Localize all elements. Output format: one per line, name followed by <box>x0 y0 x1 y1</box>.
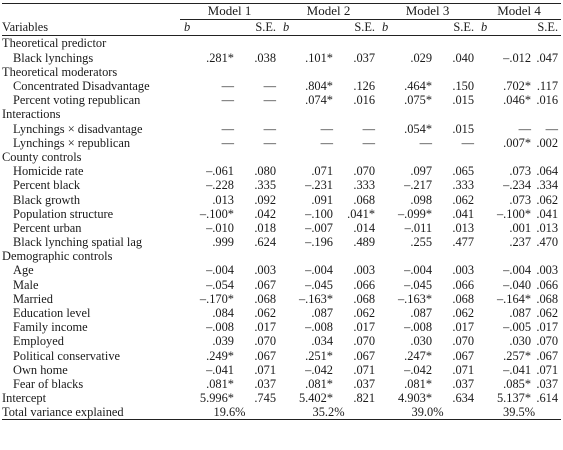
standard-error-cell: .068 <box>353 291 376 306</box>
section-heading: County controls <box>2 149 82 164</box>
coefficient-cell: .013 <box>212 192 234 207</box>
coefficient-cell: .085* <box>503 376 532 391</box>
standard-error-cell: .334 <box>536 178 559 193</box>
section-filler <box>180 65 561 79</box>
coefficient-cell: .034 <box>311 334 334 349</box>
variable-label: Male <box>13 277 39 292</box>
coefficient-cell: .255 <box>410 235 433 250</box>
coefficient-cell: –.163* <box>298 291 334 306</box>
section-heading: Demographic controls <box>2 249 113 264</box>
standard-error-cell: .037 <box>254 376 277 391</box>
coefficient-cell: –.100 <box>305 206 334 221</box>
se-header: S.E. <box>336 20 378 36</box>
coefficient-cell: .702* <box>503 79 532 94</box>
table-row <box>2 51 561 65</box>
total-variance-label: Total variance explained <box>2 405 180 420</box>
coefficient-cell: .097 <box>410 164 433 179</box>
standard-error-cell: .015 <box>452 121 475 136</box>
standard-error-cell: .335 <box>254 178 277 193</box>
variable-label: Employed <box>13 334 64 349</box>
coefficient-cell: .029 <box>410 50 433 65</box>
coefficient-cell: –.008 <box>404 320 433 335</box>
coefficient-cell: –.099* <box>397 206 433 221</box>
table-row <box>2 349 561 363</box>
coefficient-cell: .046* <box>503 93 532 108</box>
coefficient-cell: .073 <box>509 192 532 207</box>
standard-error-cell: — <box>362 135 376 150</box>
coefficient-cell: –.042 <box>305 362 334 377</box>
standard-error-cell: .037 <box>353 50 376 65</box>
section-heading-row <box>2 107 561 121</box>
coefficient-cell: — <box>518 121 532 136</box>
standard-error-cell: .013 <box>452 220 475 235</box>
coefficient-cell: –.100* <box>199 206 234 221</box>
standard-error-cell: .065 <box>452 164 475 179</box>
standard-error-cell: .333 <box>353 178 376 193</box>
standard-error-cell: .117 <box>536 79 559 94</box>
table-row <box>2 192 561 206</box>
coefficient-cell: .087 <box>410 306 433 321</box>
standard-error-cell: .070 <box>353 164 376 179</box>
standard-error-cell: .070 <box>452 334 475 349</box>
coefficient-cell: –.040 <box>503 277 532 292</box>
coefficient-cell: –.045 <box>404 277 433 292</box>
variance-explained-cell: 19.6% <box>180 405 279 420</box>
standard-error-cell: .013 <box>536 220 559 235</box>
variable-label: Education level <box>13 306 91 321</box>
se-header: S.E. <box>435 20 477 36</box>
standard-error-cell: .003 <box>254 263 277 278</box>
se-header: S.E. <box>237 20 279 36</box>
standard-error-cell: .062 <box>536 306 559 321</box>
section-heading: Theoretical moderators <box>2 64 118 79</box>
standard-error-cell: .070 <box>536 334 559 349</box>
coefficient-cell: 5.137* <box>496 391 532 406</box>
standard-error-cell: .002 <box>536 135 559 150</box>
standard-error-cell: .067 <box>353 348 376 363</box>
standard-error-cell: .092 <box>254 192 277 207</box>
standard-error-cell: .071 <box>452 362 475 377</box>
variable-label: Black lynchings <box>13 50 94 65</box>
standard-error-cell: .016 <box>536 93 559 108</box>
table-row <box>2 391 561 405</box>
standard-error-cell: .042 <box>254 206 277 221</box>
coefficient-cell: –.041 <box>206 362 234 377</box>
coefficient-cell: –.004 <box>503 263 532 278</box>
b-header: b <box>378 20 435 36</box>
standard-error-cell: .041* <box>347 206 376 221</box>
standard-error-cell: — <box>461 135 475 150</box>
variable-label: Percent black <box>13 178 81 193</box>
standard-error-cell: .041 <box>536 206 559 221</box>
standard-error-cell: .068 <box>452 291 475 306</box>
standard-error-cell: .062 <box>254 306 277 321</box>
coefficient-cell: –.061 <box>206 164 234 179</box>
model-4-header: Model 4 <box>477 4 561 20</box>
standard-error-cell: — <box>545 121 559 136</box>
coefficient-cell: .464* <box>404 79 433 94</box>
coefficient-cell: — <box>419 135 433 150</box>
standard-error-cell: .068 <box>536 291 559 306</box>
coefficient-cell: –.228 <box>206 178 234 193</box>
coefficient-cell: –.234 <box>503 178 532 193</box>
variable-label: Own home <box>13 362 68 377</box>
section-heading: Theoretical predictor <box>2 36 107 51</box>
coefficient-cell: –.054 <box>206 277 234 292</box>
variance-explained-cell: 39.0% <box>378 405 477 420</box>
table-row <box>2 278 561 292</box>
coefficient-cell: — <box>221 135 234 150</box>
coefficient-cell: 5.402* <box>298 391 334 406</box>
standard-error-cell: .067 <box>536 348 559 363</box>
standard-error-cell: .071 <box>254 362 277 377</box>
standard-error-cell: .003 <box>452 263 475 278</box>
table-row <box>2 164 561 178</box>
coefficient-cell: –.042 <box>404 362 433 377</box>
coefficient-cell: .101* <box>305 50 334 65</box>
table-row <box>2 93 561 107</box>
standard-error-cell: .003 <box>353 263 376 278</box>
coefficient-cell: –.170* <box>199 291 234 306</box>
standard-error-cell: .333 <box>452 178 475 193</box>
model-1-header: Model 1 <box>180 4 279 20</box>
coefficient-cell: .039 <box>212 334 234 349</box>
coefficient-cell: –.007 <box>305 220 334 235</box>
variable-label: Lynchings × republican <box>13 135 131 150</box>
coefficient-cell: 5.996* <box>199 391 234 406</box>
standard-error-cell: — <box>263 121 277 136</box>
variable-label: Age <box>13 263 34 278</box>
standard-error-cell: — <box>362 121 376 136</box>
variable-label: Concentrated Disadvantage <box>13 79 150 94</box>
coefficient-cell: .030 <box>509 334 532 349</box>
column-header-row <box>2 20 561 36</box>
table-row <box>2 178 561 192</box>
section-heading-row <box>2 249 561 263</box>
section-heading: Interactions <box>2 107 61 122</box>
standard-error-cell: .062 <box>452 192 475 207</box>
standard-error-cell: .070 <box>353 334 376 349</box>
variable-label: Black lynching spatial lag <box>13 235 143 250</box>
coefficient-cell: –.005 <box>503 320 532 335</box>
table-row <box>2 363 561 377</box>
standard-error-cell: .066 <box>353 277 376 292</box>
coefficient-cell: –.004 <box>206 263 234 278</box>
standard-error-cell: .016 <box>353 93 376 108</box>
coefficient-cell: –.231 <box>305 178 334 193</box>
table-row <box>2 79 561 93</box>
variance-explained-cell: 35.2% <box>279 405 378 420</box>
coefficient-cell: .087 <box>509 306 532 321</box>
coefficient-cell: .249* <box>206 348 234 363</box>
standard-error-cell: .477 <box>452 235 475 250</box>
standard-error-cell: .037 <box>353 376 376 391</box>
standard-error-cell: .066 <box>452 277 475 292</box>
coefficient-cell: — <box>320 135 334 150</box>
table-row <box>2 235 561 249</box>
header-blank <box>2 4 180 20</box>
coefficient-cell: –.045 <box>305 277 334 292</box>
standard-error-cell: .038 <box>254 50 277 65</box>
standard-error-cell: .062 <box>452 306 475 321</box>
coefficient-cell: .999 <box>212 235 234 250</box>
coefficient-cell: .054* <box>404 121 433 136</box>
section-heading-row <box>2 36 561 51</box>
standard-error-cell: .821 <box>353 391 376 406</box>
section-heading-row <box>2 150 561 164</box>
standard-error-cell: .470 <box>536 235 559 250</box>
standard-error-cell: .066 <box>536 277 559 292</box>
standard-error-cell: .614 <box>536 391 559 406</box>
standard-error-cell: .070 <box>254 334 277 349</box>
table-body <box>2 36 561 420</box>
coefficient-cell: –.041 <box>503 362 532 377</box>
section-filler <box>180 107 561 121</box>
coefficient-cell: — <box>221 93 234 108</box>
standard-error-cell: .634 <box>452 391 475 406</box>
standard-error-cell: .489 <box>353 235 376 250</box>
coefficient-cell: –.164* <box>496 291 532 306</box>
coefficient-cell: .074* <box>305 93 334 108</box>
variable-label: Lynchings × disadvantage <box>13 121 143 136</box>
standard-error-cell: .014 <box>353 220 376 235</box>
coefficient-cell: .281* <box>206 50 234 65</box>
standard-error-cell: .047 <box>536 50 559 65</box>
table-row <box>2 136 561 150</box>
b-header: b <box>180 20 237 36</box>
coefficient-cell: — <box>320 121 334 136</box>
variable-label: Homicide rate <box>13 164 84 179</box>
standard-error-cell: .745 <box>254 391 277 406</box>
standard-error-cell: .018 <box>254 220 277 235</box>
standard-error-cell: .040 <box>452 50 475 65</box>
coefficient-cell: –.196 <box>305 235 334 250</box>
variable-label: Family income <box>13 320 88 335</box>
coefficient-cell: –.011 <box>404 220 433 235</box>
coefficient-cell: 4.903* <box>397 391 433 406</box>
table-row <box>2 306 561 320</box>
standard-error-cell: .068 <box>353 192 376 207</box>
coefficient-cell: –.004 <box>404 263 433 278</box>
coefficient-cell: –.004 <box>305 263 334 278</box>
table-row <box>2 320 561 334</box>
variable-label: Fear of blacks <box>13 376 84 391</box>
table-row <box>2 377 561 391</box>
coefficient-cell: –.008 <box>206 320 234 335</box>
table-row <box>2 207 561 221</box>
coefficient-cell: –.008 <box>305 320 334 335</box>
standard-error-cell: .017 <box>353 320 376 335</box>
standard-error-cell: — <box>263 135 277 150</box>
se-header: S.E. <box>534 20 561 36</box>
table-row <box>2 263 561 277</box>
coefficient-cell: .081* <box>404 376 433 391</box>
standard-error-cell: .064 <box>536 164 559 179</box>
coefficient-cell: .247* <box>404 348 433 363</box>
standard-error-cell: .071 <box>353 362 376 377</box>
standard-error-cell: .017 <box>254 320 277 335</box>
coefficient-cell: .081* <box>305 376 334 391</box>
coefficient-cell: .237 <box>509 235 532 250</box>
standard-error-cell: .037 <box>536 376 559 391</box>
coefficient-cell: .030 <box>410 334 433 349</box>
coefficient-cell: .098 <box>410 192 433 207</box>
coefficient-cell: –.100* <box>496 206 532 221</box>
table-row <box>2 221 561 235</box>
standard-error-cell: .041 <box>452 206 475 221</box>
variance-explained-cell: 39.5% <box>477 405 561 420</box>
variable-label: Percent voting republican <box>13 93 141 108</box>
standard-error-cell: .067 <box>254 348 277 363</box>
standard-error-cell: — <box>263 79 277 94</box>
coefficient-cell: –.163* <box>397 291 433 306</box>
standard-error-cell: .062 <box>353 306 376 321</box>
model-2-header: Model 2 <box>279 4 378 20</box>
standard-error-cell: .071 <box>536 362 559 377</box>
coefficient-cell: .071 <box>311 164 334 179</box>
coefficient-cell: –.012 <box>503 50 532 65</box>
standard-error-cell: .067 <box>254 277 277 292</box>
coefficient-cell: .251* <box>305 348 334 363</box>
standard-error-cell: .037 <box>452 376 475 391</box>
coefficient-cell: .091 <box>311 192 334 207</box>
standard-error-cell: .017 <box>536 320 559 335</box>
coefficient-cell: .084 <box>212 306 234 321</box>
standard-error-cell: .126 <box>353 79 376 94</box>
variable-label: Intercept <box>2 391 47 406</box>
variable-label: Political conservative <box>13 348 121 363</box>
coefficient-cell: .804* <box>305 79 334 94</box>
section-heading-row <box>2 65 561 79</box>
coefficient-cell: .257* <box>503 348 532 363</box>
standard-error-cell: .017 <box>452 320 475 335</box>
section-filler <box>180 36 561 51</box>
coefficient-cell: .081* <box>206 376 234 391</box>
standard-error-cell: .062 <box>536 192 559 207</box>
coefficient-cell: .087 <box>311 306 334 321</box>
section-filler <box>180 150 561 164</box>
table-row <box>2 122 561 136</box>
variable-label: Black growth <box>13 192 81 207</box>
b-header: b <box>279 20 336 36</box>
variables-header: Variables <box>2 20 180 36</box>
section-filler <box>180 249 561 263</box>
table-row <box>2 334 561 348</box>
model-3-header: Model 3 <box>378 4 477 20</box>
standard-error-cell: — <box>263 93 277 108</box>
coefficient-cell: .073 <box>509 164 532 179</box>
standard-error-cell: .150 <box>452 79 475 94</box>
table-row <box>2 292 561 306</box>
coefficient-cell: .007* <box>503 135 532 150</box>
standard-error-cell: .003 <box>536 263 559 278</box>
regression-table <box>2 3 561 420</box>
standard-error-cell: .624 <box>254 235 277 250</box>
coefficient-cell: .075* <box>404 93 433 108</box>
coefficient-cell: — <box>221 121 234 136</box>
variable-label: Population structure <box>13 206 114 221</box>
total-variance-row <box>2 405 561 420</box>
model-header-row <box>2 4 561 20</box>
coefficient-cell: –.010 <box>206 220 234 235</box>
standard-error-cell: .067 <box>452 348 475 363</box>
coefficient-cell: — <box>221 79 234 94</box>
standard-error-cell: .080 <box>254 164 277 179</box>
coefficient-cell: –.217 <box>404 178 433 193</box>
variable-label: Married <box>13 291 53 306</box>
b-header: b <box>477 20 534 36</box>
variable-label: Percent urban <box>13 220 82 235</box>
standard-error-cell: .015 <box>452 93 475 108</box>
standard-error-cell: .068 <box>254 291 277 306</box>
coefficient-cell: .001 <box>509 220 532 235</box>
